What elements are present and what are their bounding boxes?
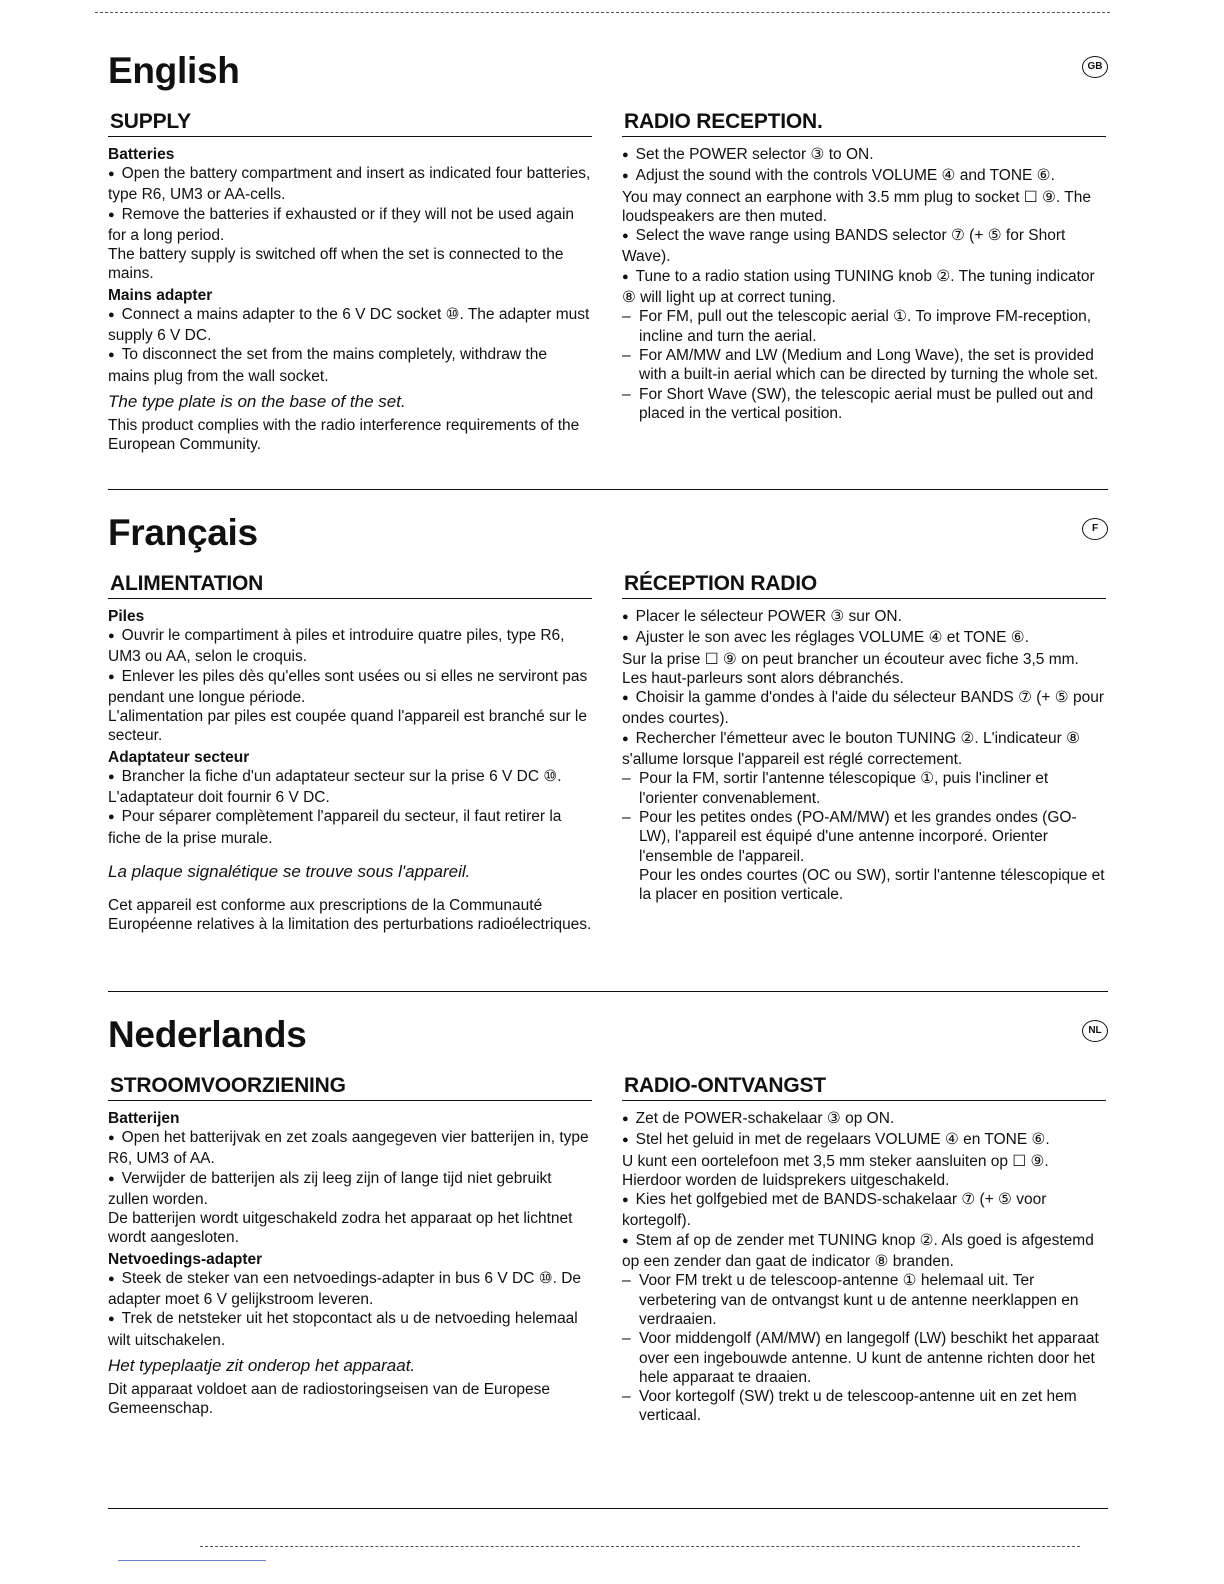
- supply-heading: STROOMVOORZIENING: [108, 1074, 592, 1101]
- compliance-paragraph: Dit apparaat voldoet aan de radiostoringseisen van de Europese Gemeenschap.: [108, 1380, 551, 1418]
- supply-bullet: ● Pour séparer complètement l'appareil du secteur, il faut retirer la fiche de la prise murale.: [108, 807, 592, 848]
- country-badge-icon: F: [1082, 518, 1108, 540]
- radio-bullet: ● Rechercher l'émetteur avec le bouton TUNING ②. L'indicateur ⑧ s'allume lorsque l'appareil est réglé correctement.: [622, 729, 1106, 770]
- radio-indented-paragraph: Pour les ondes courtes (OC ou SW), sortir l'antenne télescopique et la placer en position verticale.: [639, 866, 1105, 904]
- radio-paragraph: U kunt een oortelefoon met 3,5 mm steker aansluiten op ☐ ⑨. Hierdoor worden de luidsprekers uitgeschakeld.: [622, 1152, 1049, 1189]
- section-english: [108, 50, 1108, 480]
- mains-adapter-subheading: Mains adapter: [108, 286, 213, 304]
- type-plate-note: Het typeplaatje zit onderop het apparaat.: [108, 1355, 416, 1375]
- radio-dash-item: – For FM, pull out the telescopic aerial ①. To improve FM-reception, incline and turn the aerial.: [622, 307, 1106, 346]
- supply-paragraph: De batterijen wordt uitgeschakeld zodra het apparaat op het lichtnet wordt aangesloten.: [108, 1210, 573, 1247]
- scan-artifact-top: [95, 12, 1110, 13]
- radio-bullet: ● Set the POWER selector ③ to ON.: [622, 145, 1106, 166]
- supply-bullet: ● To disconnect the set from the mains completely, withdraw the mains plug from the wall socket.: [108, 345, 592, 386]
- radio-dash-item: – Voor FM trekt u de telescoop-antenne ① helemaal uit. Ter verbetering van de ontvangst kunt u de antenne neerklappen en verdraaien.: [622, 1271, 1106, 1329]
- section-francais: [108, 512, 1108, 982]
- supply-heading: ALIMENTATION: [108, 572, 592, 599]
- supply-paragraph: L'alimentation par piles est coupée quand l'appareil est branché sur le secteur.: [108, 708, 587, 745]
- batteries-subheading: Batterijen: [108, 1110, 180, 1127]
- compliance-paragraph: This product complies with the radio interference requirements of the European Community.: [108, 416, 580, 454]
- radio-column: [622, 572, 1106, 904]
- supply-bullet: ● Trek de netsteker uit het stopcontact als u de netvoeding helemaal wilt uitschakelen.: [108, 1309, 592, 1350]
- radio-bullet: ● Choisir la gamme d'ondes à l'aide du sélecteur BANDS ⑦ (+ ⑤ pour ondes courtes).: [622, 688, 1106, 729]
- supply-bullet: ● Verwijder de batterijen als zij leeg zijn of lange tijd niet gebruikt zullen worden.: [108, 1169, 592, 1210]
- radio-bullet: ● Zet de POWER-schakelaar ③ op ON.: [622, 1109, 1106, 1130]
- radio-dash-item: – Voor kortegolf (SW) trekt u de telescoop-antenne uit en zet hem verticaal.: [622, 1387, 1106, 1426]
- language-title: Nederlands: [108, 1014, 307, 1055]
- radio-bullet: ● Adjust the sound with the controls VOLUME ④ and TONE ⑥.: [622, 166, 1106, 187]
- radio-bullet: ● Ajuster le son avec les réglages VOLUME ④ et TONE ⑥.: [622, 628, 1106, 649]
- radio-dash-item: – Pour la FM, sortir l'antenne télescopique ①, puis l'incliner et l'orienter convenablement.: [622, 769, 1106, 808]
- section-divider: [108, 489, 1108, 490]
- radio-heading: RADIO RECEPTION.: [622, 110, 1106, 137]
- supply-column: [108, 110, 592, 455]
- radio-heading: RADIO-ONTVANGST: [622, 1074, 1106, 1101]
- radio-bullet: ● Select the wave range using BANDS selector ⑦ (+ ⑤ for Short Wave).: [622, 226, 1106, 267]
- radio-paragraph: You may connect an earphone with 3.5 mm plug to socket ☐ ⑨. The loudspeakers are then muted.: [622, 188, 1091, 225]
- section-divider: [108, 1508, 1108, 1509]
- supply-bullet: ● Connect a mains adapter to the 6 V DC socket ⑩. The adapter must supply 6 V DC.: [108, 305, 592, 346]
- scan-artifact-bottom: [200, 1546, 1080, 1547]
- supply-bullet: ● Open the battery compartment and insert as indicated four batteries, type R6, UM3 or AA-cells.: [108, 164, 592, 205]
- supply-bullet: ● Remove the batteries if exhausted or if they will not be used again for a long period.: [108, 205, 592, 246]
- supply-bullet: ● Ouvrir le compartiment à piles et introduire quatre piles, type R6, UM3 ou AA, selon le croquis.: [108, 626, 592, 667]
- type-plate-note: La plaque signalétique se trouve sous l'appareil.: [108, 861, 471, 881]
- supply-bullet: ● Enlever les piles dès qu'elles sont usées ou si elles ne serviront pas pendant une longue période.: [108, 667, 592, 708]
- section-nederlands: [108, 1014, 1108, 1494]
- radio-dash-item: – Pour les petites ondes (PO-AM/MW) et les grandes ondes (GO-LW), l'appareil est équipé d'une antenne incorporé. Orienter l'ensemble de l'appareil.: [622, 808, 1106, 866]
- type-plate-note: The type plate is on the base of the set.: [108, 391, 406, 411]
- radio-column: [622, 1074, 1106, 1426]
- supply-column: [108, 572, 592, 935]
- radio-bullet: ● Kies het golfgebied met de BANDS-schakelaar ⑦ (+ ⑤ voor kortegolf).: [622, 1190, 1106, 1231]
- radio-bullet: ● Placer le sélecteur POWER ③ sur ON.: [622, 607, 1106, 628]
- scan-artifact-footer-line: [118, 1560, 266, 1561]
- batteries-subheading: Piles: [108, 608, 145, 625]
- radio-bullet: ● Tune to a radio station using TUNING knob ②. The tuning indicator ⑧ will light up at correct tuning.: [622, 267, 1106, 308]
- mains-adapter-subheading: Netvoedings-adapter: [108, 1250, 263, 1268]
- radio-bullet: ● Stem af op de zender met TUNING knop ②. Als goed is afgestemd op een zender dan gaat de indicator ⑧ branden.: [622, 1231, 1106, 1272]
- radio-dash-item: – For Short Wave (SW), the telescopic aerial must be pulled out and placed in the vertical position.: [622, 385, 1106, 424]
- supply-bullet: ● Open het batterijvak en zet zoals aangegeven vier batterijen in, type R6, UM3 of AA.: [108, 1128, 592, 1169]
- supply-paragraph: The battery supply is switched off when the set is connected to the mains.: [108, 246, 564, 283]
- radio-paragraph: Sur la prise ☐ ⑨ on peut brancher un écouteur avec fiche 3,5 mm. Les haut-parleurs sont alors débranchés.: [622, 650, 1079, 687]
- supply-bullet: ● Steek de steker van een netvoedings-adapter in bus 6 V DC ⑩. De adapter moet 6 V gelijkstroom leveren.: [108, 1269, 592, 1310]
- compliance-paragraph: Cet appareil est conforme aux prescriptions de la Communauté Européenne relatives à la limitation des perturbations radioélectriques.: [108, 896, 592, 934]
- radio-heading: RÉCEPTION RADIO: [622, 572, 1106, 599]
- supply-bullet: ● Brancher la fiche d'un adaptateur secteur sur la prise 6 V DC ⑩. L'adaptateur doit fournir 6 V DC.: [108, 767, 592, 808]
- supply-heading: SUPPLY: [108, 110, 592, 137]
- language-title: English: [108, 50, 240, 91]
- radio-bullet: ● Stel het geluid in met de regelaars VOLUME ④ en TONE ⑥.: [622, 1130, 1106, 1151]
- section-divider: [108, 991, 1108, 992]
- radio-column: [622, 110, 1106, 423]
- batteries-subheading: Batteries: [108, 146, 175, 163]
- mains-adapter-subheading: Adaptateur secteur: [108, 748, 250, 766]
- country-badge-icon: GB: [1082, 56, 1108, 78]
- country-badge-icon: NL: [1082, 1020, 1108, 1042]
- radio-dash-item: – Voor middengolf (AM/MW) en langegolf (LW) beschikt het apparaat over een ingebouwde antenne. U kunt de antenne richten door het hele apparaat te draaien.: [622, 1329, 1106, 1387]
- radio-dash-item: – For AM/MW and LW (Medium and Long Wave), the set is provided with a built-in aerial which can be directed by turning the whole set.: [622, 346, 1106, 385]
- language-title: Français: [108, 512, 258, 553]
- supply-column: [108, 1074, 592, 1419]
